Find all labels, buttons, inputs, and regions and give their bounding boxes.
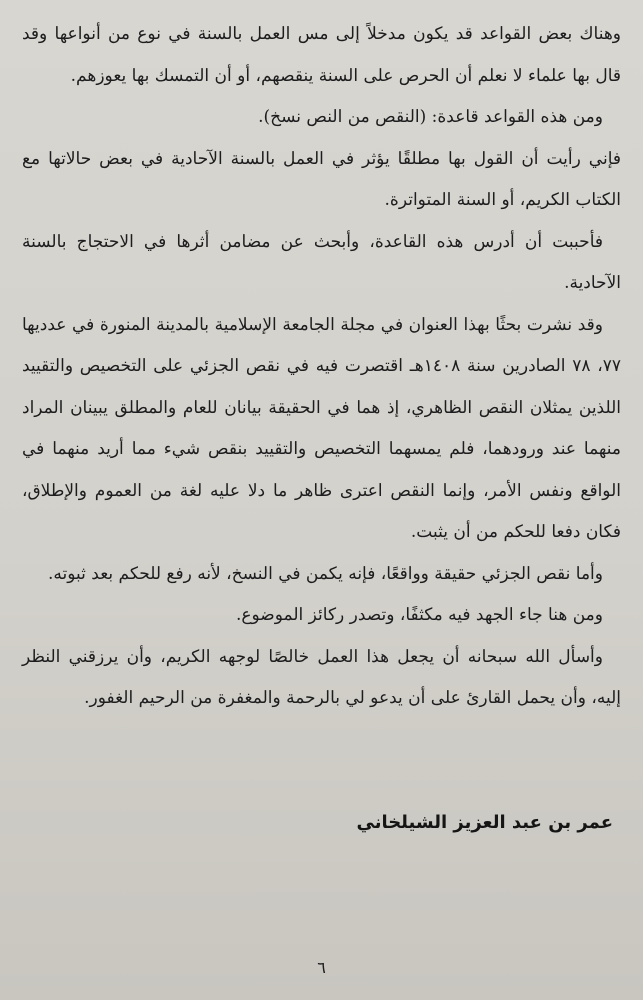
paragraph-2: ومن هذه القواعد قاعدة: (النقص من النص نسخ). <box>258 107 603 127</box>
paragraph-3: فإني رأيت أن القول بها مطلقًا يؤثر في العمل بالسنة الآحادية في بعض حالاتها مع الكتاب الكريم، أو السنة المتواترة. <box>22 148 621 210</box>
paragraph-1: وهناك بعض القواعد قد يكون مدخلاً إلى مس العمل بالسنة في نوع من أنواعها وقد قال بها علماء لا نعلم أن الحرص على السنة ينقصهم، أو أن التمسك بها يعوزهم. <box>22 24 621 86</box>
page-number: ٦ <box>317 958 326 977</box>
author-signature: عمر بن عبد العزيز الشيلخاني <box>356 812 613 833</box>
paragraph-6: وأما نقص الجزئي حقيقة وواقعًا، فإنه يكمن في النسخ، لأنه رفع للحكم بعد ثبوته. <box>47 563 603 584</box>
paragraph-5: وقد نشرت بحثًا بهذا العنوان في مجلة الجامعة الإسلامية بالمدينة المنورة في عدديها ٧٧، ٧٨ الصادرين سنة ١٤٠٨هـ اقتصرت فيه في نقص الجزئي على التخصيص والتقييد اللذين يمثلان النقص الظاهري، إذ هما في الحقيقة بيانان للعام والمطلق يبينان المراد منهما عند ورودهما، فلم يمسهما التخصيص والتقييد بنقص شيء مما أريد منهما في الواقع ونفس الأمر، وإنما النقص اعترى ظاهر ما دلا عليه لغة من العموم والإطلاق، فكان دفعا للحكم من أن يثبت. <box>22 314 621 542</box>
paragraph-8: وأسأل الله سبحانه أن يجعل هذا العمل خالصًا لوجهه الكريم، وأن يرزقني النظر إليه، وأن يحمل القارئ على أن يدعو لي بالرحمة والمغفرة من الرحيم الغفور. <box>22 646 621 708</box>
paragraph-7: ومن هنا جاء الجهد فيه مكثفًا، وتصدر ركائز الموضوع. <box>235 605 603 625</box>
paragraph-4: فأحببت أن أدرس هذه القاعدة، وأبحث عن مضامن أثرها في الاحتجاج بالسنة الآحادية. <box>22 231 621 293</box>
page-body-text <box>22 14 621 720</box>
